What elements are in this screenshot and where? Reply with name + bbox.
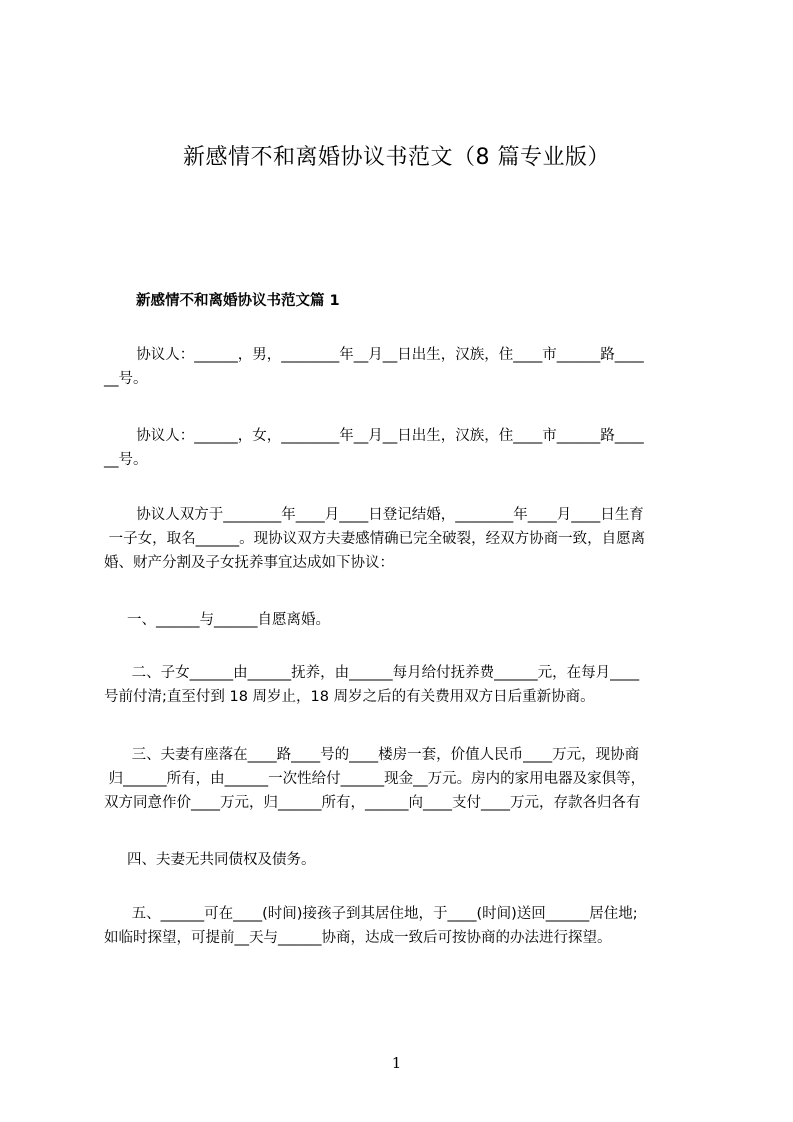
paragraph-line: __号。 <box>104 371 148 387</box>
paragraph-party-1 <box>104 343 704 391</box>
clause-4 <box>104 848 704 872</box>
paragraph-line: 如临时探望，可提前__天与______协商，达成一致后可按协商的办法进行探望。 <box>104 930 612 946</box>
paragraph-line: 双方同意作价____万元，归______所有，______向____支付____万元，存款各归各有 <box>104 795 641 811</box>
paragraph-line: 协议人：______，女，________年__月__日出生，汉族，住____市______路____ <box>104 428 644 444</box>
paragraph-line: 协议人：______，男，________年__月__日出生，汉族，住____市______路____ <box>104 347 644 363</box>
paragraph-line: 一子女，取名______。现协议双方夫妻感情确已完全破裂，经双方协商一致，自愿离 <box>104 531 646 547</box>
paragraph-line: 二、子女______由______抚养，由______每月给付抚养费______元，在每月____ <box>104 665 640 681</box>
clause-1 <box>104 608 704 632</box>
paragraph-line: __号。 <box>104 452 148 468</box>
paragraph-line: 一、______与______自愿离婚。 <box>104 612 331 628</box>
page-number: 1 <box>391 1054 402 1072</box>
paragraph-marriage-info <box>104 503 704 575</box>
section-heading: 新感情不和离婚协议书范文篇 1 <box>136 293 340 309</box>
paragraph-party-2 <box>104 424 704 472</box>
paragraph-line: 婚、财产分割及子女抚养事宜达成如下协议： <box>104 555 394 571</box>
clause-5 <box>104 902 704 950</box>
paragraph-line: 协议人双方于________年____月____日登记结婚，________年____月____日生育 <box>104 507 644 523</box>
clause-2 <box>104 661 704 709</box>
document-title: 新感情不和离婚协议书范文（8 篇专业版） <box>183 145 610 170</box>
paragraph-line: 号前付清;直至付到 18 周岁止，18 周岁之后的有关费用双方日后重新协商。 <box>104 689 595 705</box>
paragraph-line: 四、夫妻无共同债权及债务。 <box>104 852 316 868</box>
paragraph-line: 五、______可在____(时间)接孩子到其居住地，于____(时间)送回______居住地; <box>104 906 638 922</box>
clause-3 <box>104 743 704 815</box>
paragraph-line: 归______所有，由______一次性给付______现金__万元。房内的家用电器及家俱等， <box>104 771 646 787</box>
paragraph-line: 三、夫妻有座落在____路____号的____楼房一套，价值人民币____万元，现协商 <box>104 747 640 763</box>
